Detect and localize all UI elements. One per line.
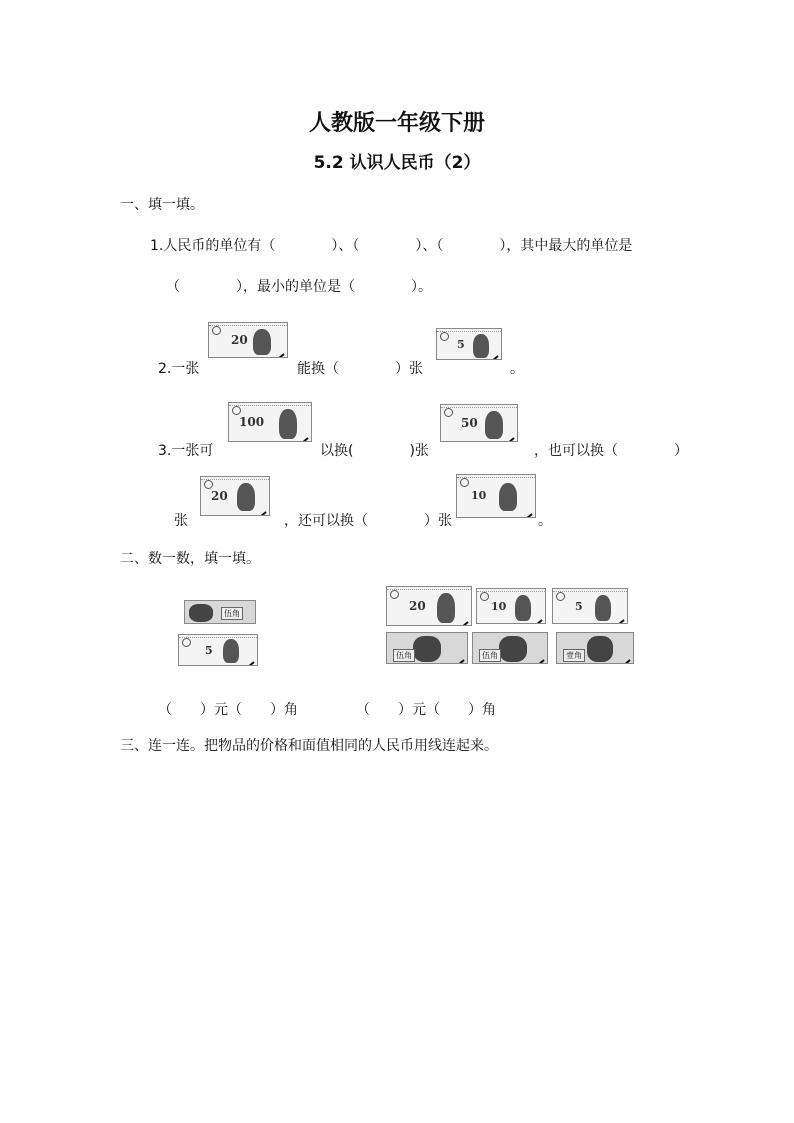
banknote-denomination: 20: [409, 599, 426, 613]
banknote-denomination: 10: [491, 600, 507, 613]
slash-mark-icon: [528, 619, 543, 624]
slash-mark-icon: [500, 437, 515, 442]
question-3-mid-2: ，也可以换（ ）: [534, 443, 688, 459]
slash-mark-icon: [454, 621, 469, 626]
question-3-line-2-mid: ，还可以换（ ）张: [284, 513, 452, 529]
banknote-denomination: 20: [211, 489, 228, 503]
people-portrait-icon: [413, 636, 441, 662]
banknote-five-yuan: [178, 634, 258, 666]
portrait-icon: [595, 595, 611, 621]
banknote-denomination: 5: [457, 338, 465, 351]
banknote-five-jiao: [184, 600, 256, 624]
banknote-denomination: 50: [461, 416, 478, 430]
page-subtitle: 5.2 认识人民币（2）: [313, 153, 481, 173]
question-1-line-1: 1.人民币的单位有（ ）、（ ）、（ ），其中最大的单位是: [150, 238, 633, 254]
section-2-heading: 二、数一数，填一填。: [120, 551, 260, 567]
question-3-mid: 以换( )张: [320, 443, 429, 459]
slash-mark-icon: [450, 659, 465, 664]
question-2-end: 。: [510, 361, 524, 377]
banknote-denomination: 10: [471, 489, 487, 502]
people-portrait-icon: [499, 636, 527, 662]
banknote-five-jiao: [386, 632, 468, 664]
banknote-denomination: 20: [231, 333, 248, 347]
banknote-twenty-yuan: [200, 476, 270, 516]
banknote-denomination: 100: [239, 415, 265, 429]
banknote-denomination: 伍角: [479, 649, 501, 662]
banknote-five-yuan: [552, 588, 628, 624]
portrait-icon: [437, 593, 455, 623]
section-3-heading: 三、连一连。把物品的价格和面值相同的人民币用线连起来。: [120, 738, 498, 754]
banknote-denomination: 5: [205, 644, 213, 657]
banknote-denomination: 5: [575, 600, 583, 613]
question-3-line-2-prefix: 张: [174, 513, 188, 529]
banknote-one-jiao: [556, 632, 634, 664]
section-1-heading: 一、填一填。: [120, 197, 204, 213]
question-3-prefix: 3.一张可: [158, 443, 214, 459]
slash-mark-icon: [240, 661, 255, 666]
section-2-answer-right: （ ）元（ ）角: [356, 702, 496, 718]
question-3-line-2-end: 。: [538, 513, 552, 529]
portrait-icon: [515, 595, 531, 621]
people-portrait-icon: [189, 604, 213, 622]
portrait-icon: [485, 411, 503, 439]
slash-mark-icon: [530, 659, 545, 664]
portrait-icon: [279, 409, 297, 439]
slash-mark-icon: [518, 513, 533, 518]
banknote-fifty-yuan: [440, 404, 518, 442]
page-title: 人教版一年级下册: [308, 111, 485, 136]
question-2-mid: 能换（ ）张: [297, 361, 423, 377]
question-2-prefix: 2.一张: [158, 361, 200, 377]
slash-mark-icon: [252, 511, 267, 516]
banknote-ten-yuan: [476, 588, 546, 624]
slash-mark-icon: [610, 619, 625, 624]
section-2-answer-left: （ ）元（ ）角: [158, 702, 298, 718]
portrait-icon: [253, 329, 271, 355]
banknote-five-yuan: [436, 328, 502, 360]
banknote-denomination: 壹角: [563, 649, 585, 662]
banknote-twenty-yuan: [386, 586, 472, 626]
slash-mark-icon: [270, 353, 285, 358]
portrait-icon: [499, 483, 517, 511]
question-1-line-2: （ ），最小的单位是（ ）。: [166, 279, 432, 295]
banknote-twenty-yuan: [208, 322, 288, 358]
people-portrait-icon: [587, 636, 613, 662]
portrait-icon: [223, 639, 239, 663]
banknote-ten-yuan: [456, 474, 536, 518]
banknote-denomination: 伍角: [393, 649, 415, 662]
portrait-icon: [473, 334, 489, 358]
slash-mark-icon: [294, 437, 309, 442]
banknote-hundred-yuan: [228, 402, 312, 442]
banknote-denomination: 伍角: [221, 607, 243, 620]
portrait-icon: [237, 483, 255, 511]
slash-mark-icon: [616, 659, 631, 664]
banknote-five-jiao: [472, 632, 548, 664]
